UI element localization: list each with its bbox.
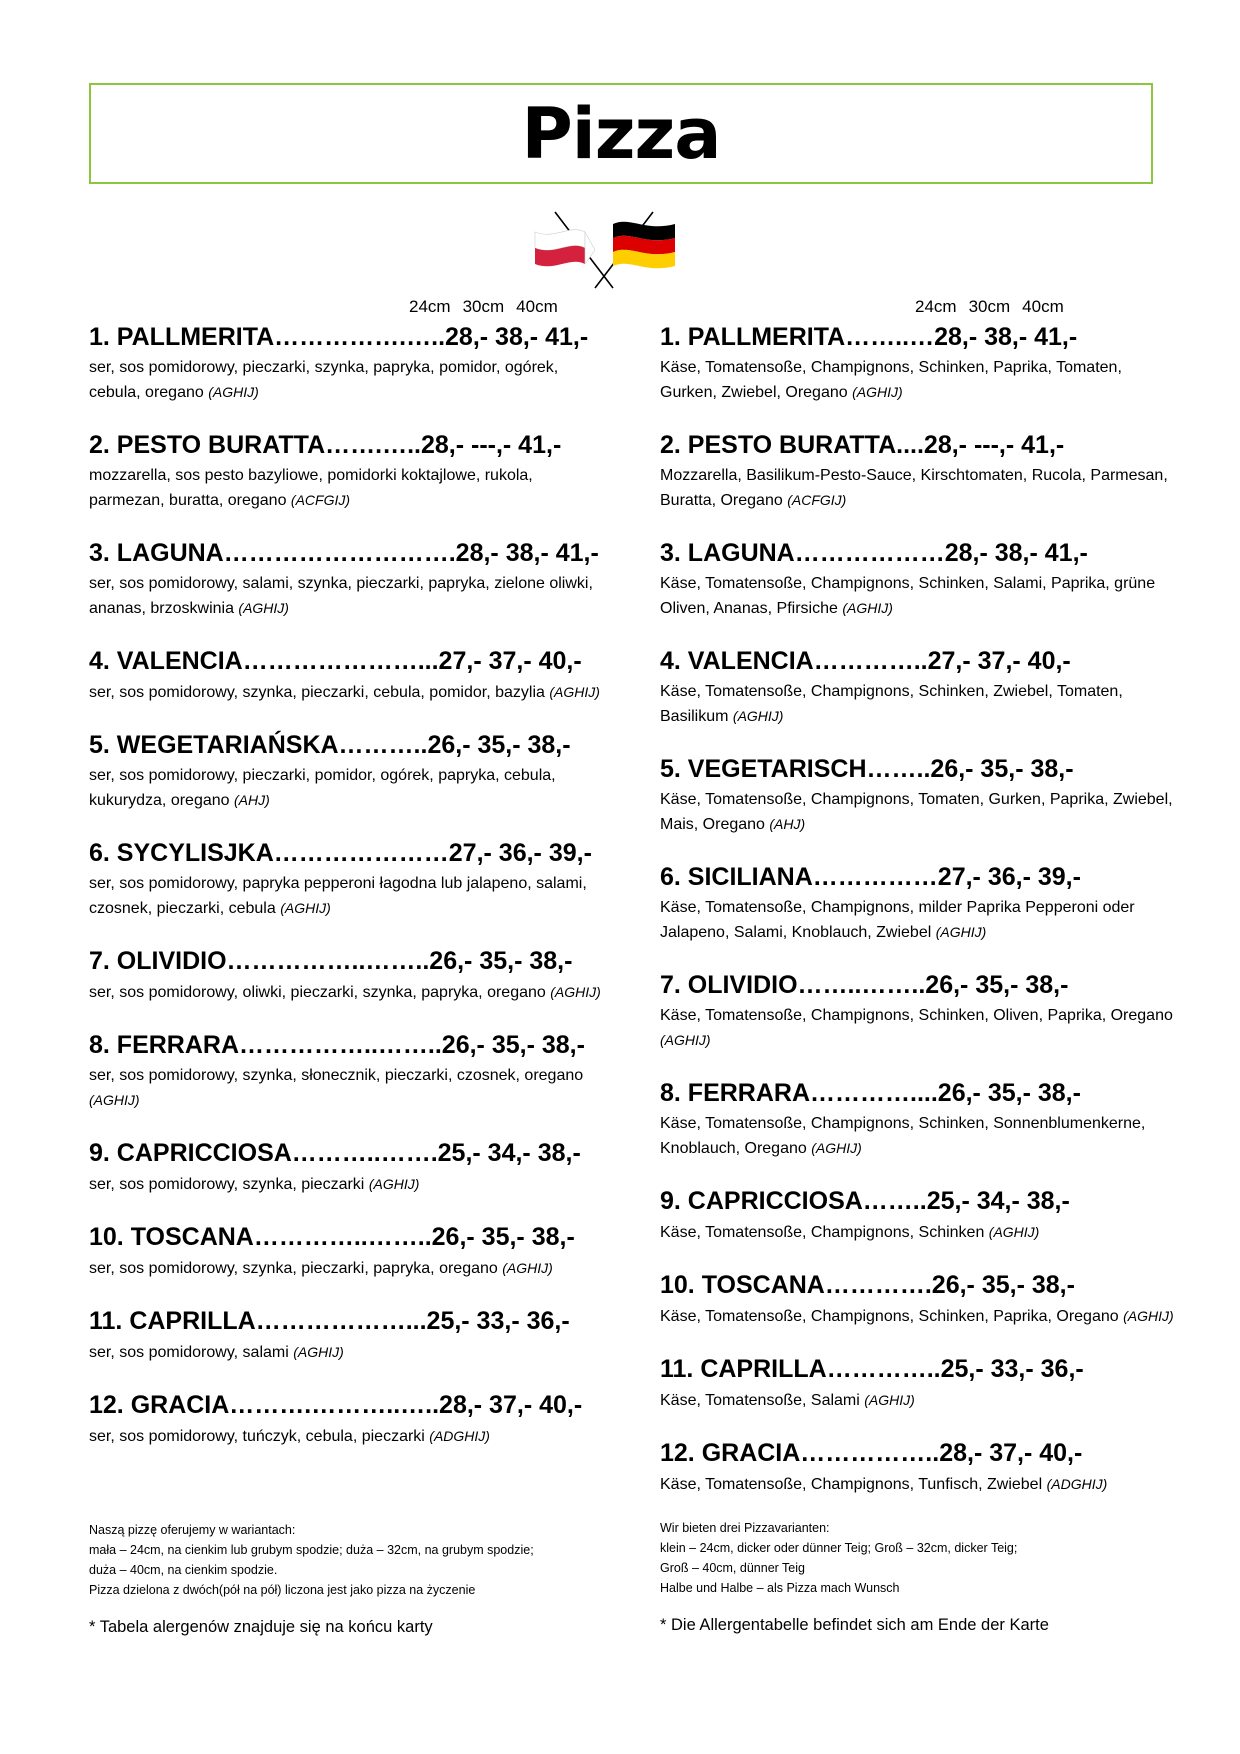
menu-item-ingredients	[660, 680, 1180, 729]
menu-item-title: 11. CAPRILLA…………..25,- 33,- 36,-	[660, 1355, 1084, 1383]
menu-item	[89, 1031, 609, 1113]
allergen-codes: (ACFGIJ)	[787, 492, 847, 508]
ingredients-text: Käse, Tomatensoße, Champignons, Schinken, Oliven, Paprika, Oregano	[660, 1007, 1173, 1024]
ingredients-text: Käse, Tomatensoße, Champignons, Schinken, Paprika, Tomaten, Gurken, Zwiebel, Oregano	[660, 359, 1122, 401]
footer-line: Groß – 40cm, dünner Teig	[660, 1561, 805, 1575]
ingredients-text: ser, sos pomidorowy, pieczarki, pomidor, ogórek, papryka, cebula, kukurydza, oregano	[89, 767, 556, 809]
footer-line: Naszą pizzę oferujemy w wariantach:	[89, 1523, 296, 1537]
menu-item	[89, 1307, 609, 1365]
menu-item-ingredients	[89, 1340, 609, 1365]
menu-item-ingredients	[660, 1220, 1180, 1245]
menu-item-ingredients	[89, 1172, 609, 1197]
menu-item	[660, 971, 1180, 1053]
footer-line: Pizza dzielona z dwóch(pół na pół) liczona jest jako pizza na życzenie	[89, 1583, 476, 1597]
menu-item-title: 7. OLIVIDIO……………..……..26,- 35,- 38,-	[89, 947, 573, 975]
size-large: 40cm	[516, 297, 558, 316]
menu-item-title: 9. CAPRICCIOSA………..…….25,- 34,- 38,-	[89, 1139, 581, 1167]
allergen-codes: (AGHIJ)	[988, 1224, 1040, 1240]
size-medium: 30cm	[462, 297, 505, 316]
menu-item-title: 5. VEGETARISCH……..26,- 35,- 38,-	[660, 755, 1074, 783]
ingredients-text: ser, sos pomidorowy, szynka, pieczarki, papryka, oregano	[89, 1260, 498, 1277]
menu-item-title: 12. GRACIA……………..28,- 37,- 40,-	[660, 1439, 1083, 1467]
menu-item-title: 7. OLIVIDIO……..……..26,- 35,- 38,-	[660, 971, 1069, 999]
menu-item-title: 9. CAPRICCIOSA……..25,- 34,- 38,-	[660, 1187, 1070, 1215]
menu-item	[660, 755, 1180, 837]
menu-item-ingredients	[89, 1256, 609, 1281]
allergen-codes: (AGHIJ)	[1123, 1308, 1174, 1324]
ingredients-text: Käse, Tomatensoße, Champignons, Tomaten, Gurken, Paprika, Zwiebel, Mais, Oregano	[660, 791, 1173, 833]
allergen-codes: (AGHIJ)	[842, 600, 893, 616]
allergen-codes: (AGHIJ)	[502, 1260, 553, 1276]
ingredients-text: ser, sos pomidorowy, szynka, pieczarki	[89, 1176, 365, 1193]
ingredients-text: Käse, Tomatensoße, Salami	[660, 1392, 860, 1409]
allergen-codes: (AHJ)	[233, 792, 270, 808]
menu-item	[660, 1439, 1180, 1497]
menu-item	[660, 539, 1180, 621]
menu-item-ingredients	[89, 764, 609, 813]
menu-item-title: 8. FERRARA…………....26,- 35,- 38,-	[660, 1079, 1081, 1107]
menu-item-ingredients	[660, 464, 1180, 513]
menu-item	[660, 1271, 1180, 1329]
menu-item-title: 8. FERRARA……………..……..26,- 35,- 38,-	[89, 1031, 585, 1059]
allergen-codes: (AHJ)	[769, 816, 806, 832]
menu-item-ingredients	[89, 1064, 609, 1113]
flags-icon	[525, 210, 685, 290]
size-small: 24cm	[915, 297, 957, 316]
menu-item-ingredients	[660, 788, 1180, 837]
ingredients-text: ser, sos pomidorowy, salami	[89, 1344, 289, 1361]
menu-item-title: 2. PESTO BURATTA....28,- ---,- 41,-	[660, 431, 1065, 459]
allergen-codes: (AGHIJ)	[293, 1344, 344, 1360]
ingredients-text: Käse, Tomatensoße, Champignons, Tunfisch, Zwiebel	[660, 1476, 1043, 1493]
menu-item-title: 1. PALLMERITA……..…28,- 38,- 41,-	[660, 323, 1078, 351]
menu-item	[660, 323, 1180, 405]
allergen-codes: (ADGHIJ)	[1046, 1476, 1108, 1492]
footer-line: Wir bieten drei Pizzavarianten:	[660, 1521, 830, 1535]
allergen-codes: (AGHIJ)	[549, 684, 600, 700]
footer-variants-german	[660, 1518, 1180, 1598]
menu-item-ingredients	[660, 1112, 1180, 1161]
menu-item-ingredients	[89, 872, 609, 921]
allergen-codes: (AGHIJ)	[852, 384, 903, 400]
menu-item	[660, 1079, 1180, 1161]
menu-item-ingredients	[660, 1304, 1180, 1329]
ingredients-text: ser, sos pomidorowy, oliwki, pieczarki, szynka, papryka, oregano	[89, 984, 546, 1001]
menu-item-title: 11. CAPRILLA………………...25,- 33,- 36,-	[89, 1307, 570, 1335]
allergen-codes: (AGHIJ)	[550, 984, 601, 1000]
size-medium: 30cm	[968, 297, 1011, 316]
ingredients-text: ser, sos pomidorowy, tuńczyk, cebula, pieczarki	[89, 1428, 425, 1445]
menu-item	[89, 1139, 609, 1197]
menu-item	[660, 863, 1180, 945]
allergen-codes: (AGHIJ)	[89, 1092, 140, 1108]
menu-item-title: 3. LAGUNA……………………….28,- 38,- 41,-	[89, 539, 599, 567]
menu-item-title: 10. TOSCANA…………..……..26,- 35,- 38,-	[89, 1223, 575, 1251]
menu-item-ingredients	[89, 572, 609, 621]
menu-item-ingredients	[89, 980, 609, 1005]
ingredients-text: Käse, Tomatensoße, Champignons, Schinken, Paprika, Oregano	[660, 1308, 1119, 1325]
menu-item-title: 6. SICILIANA……………27,- 36,- 39,-	[660, 863, 1081, 891]
ingredients-text: mozzarella, sos pesto bazyliowe, pomidorki koktajlowe, rukola, parmezan, buratta, oregano	[89, 467, 533, 509]
allergen-codes: (AGHIJ)	[732, 708, 784, 724]
menu-item-title: 5. WEGETARIAŃSKA………..26,- 35,- 38,-	[89, 731, 571, 759]
menu-item-title: 12. GRACIA……….………..…..28,- 37,- 40,-	[89, 1391, 583, 1419]
menu-item-ingredients	[660, 356, 1180, 405]
allergen-codes: (AGHIJ)	[238, 600, 289, 616]
allergen-codes: (ACFGIJ)	[290, 492, 351, 508]
size-header	[89, 297, 609, 317]
allergen-codes: (AGHIJ)	[864, 1392, 915, 1408]
allergen-codes: (AGHIJ)	[208, 384, 259, 400]
menu-item-ingredients	[660, 1004, 1180, 1053]
menu-column-polish	[89, 297, 609, 1475]
allergen-note-german: * Die Allergentabelle befindet sich am Ende der Karte	[660, 1616, 1049, 1634]
ingredients-text: Käse, Tomatensoße, Champignons, Schinken, Sonnenblumenkerne, Knoblauch, Oregano	[660, 1115, 1146, 1157]
page-title: Pizza	[521, 92, 721, 175]
ingredients-text: Mozzarella, Basilikum-Pesto-Sauce, Kirschtomaten, Rucola, Parmesan, Buratta, Oregano	[660, 467, 1168, 509]
ingredients-text: Käse, Tomatensoße, Champignons, Schinken, Salami, Paprika, grüne Oliven, Ananas, Pfirsiche	[660, 575, 1156, 617]
menu-item-title: 2. PESTO BURATTA…….…..28,- ---,- 41,-	[89, 431, 562, 459]
ingredients-text: ser, sos pomidorowy, szynka, pieczarki, cebula, pomidor, bazylia	[89, 684, 545, 701]
title-box	[89, 83, 1153, 184]
menu-item	[660, 1355, 1180, 1413]
menu-item-ingredients	[660, 896, 1180, 945]
menu-item	[89, 1223, 609, 1281]
allergen-codes: (ADGHIJ)	[429, 1428, 490, 1444]
menu-item-title: 3. LAGUNA………………28,- 38,- 41,-	[660, 539, 1088, 567]
menu-item	[89, 839, 609, 921]
menu-item-ingredients	[660, 572, 1180, 621]
footer-line: duża – 40cm, na cienkim spodzie.	[89, 1563, 278, 1577]
menu-item	[660, 647, 1180, 729]
ingredients-text: Käse, Tomatensoße, Champignons, Schinken	[660, 1224, 985, 1241]
polish-flag-icon	[535, 212, 613, 288]
menu-item-title: 6. SYCYLISJKA…………………27,- 36,- 39,-	[89, 839, 592, 867]
ingredients-text: Käse, Tomatensoße, Champignons, Schinken, Zwiebel, Tomaten, Basilikum	[660, 683, 1123, 725]
allergen-note-polish: * Tabela alergenów znajduje się na końcu karty	[89, 1618, 433, 1636]
menu-item	[660, 431, 1180, 513]
footer-line: mała – 24cm, na cienkim lub grubym spodzie; duża – 32cm, na grubym spodzie;	[89, 1543, 534, 1557]
menu-item-ingredients	[660, 1472, 1180, 1497]
menu-item	[89, 731, 609, 813]
menu-item-title: 4. VALENCIA…………………...27,- 37,- 40,-	[89, 647, 582, 675]
menu-item-ingredients	[660, 1388, 1180, 1413]
allergen-codes: (AGHIJ)	[368, 1176, 420, 1192]
allergen-codes: (AGHIJ)	[280, 900, 331, 916]
menu-item-ingredients	[89, 356, 609, 405]
menu-item	[89, 539, 609, 621]
footer-variants-polish	[89, 1520, 609, 1600]
footer-line: klein – 24cm, dicker oder dünner Teig; Groß – 32cm, dicker Teig;	[660, 1541, 1018, 1555]
ingredients-text: ser, sos pomidorowy, szynka, słonecznik, pieczarki, czosnek, oregano	[89, 1067, 584, 1084]
menu-item-ingredients	[89, 1424, 609, 1449]
menu-item-title: 4. VALENCIA…………..27,- 37,- 40,-	[660, 647, 1071, 675]
menu-item-title: 10. TOSCANA………….26,- 35,- 38,-	[660, 1271, 1075, 1299]
ingredients-text: Käse, Tomatensoße, Champignons, milder Paprika Pepperoni oder Jalapeno, Salami, Knoblauch, Zwiebel	[660, 899, 1135, 941]
allergen-codes: (AGHIJ)	[811, 1140, 862, 1156]
size-large: 40cm	[1022, 297, 1064, 316]
footer-line: Halbe und Halbe – als Pizza mach Wunsch	[660, 1581, 900, 1595]
ingredients-text: ser, sos pomidorowy, papryka pepperoni łagodna lub jalapeno, salami, czosnek, pieczarki, cebula	[89, 875, 587, 917]
size-header	[660, 297, 1180, 317]
menu-item	[89, 1391, 609, 1449]
allergen-codes: (AGHIJ)	[935, 924, 987, 940]
menu-item-title: 1. PALLMERITA…………….…..28,- 38,- 41,-	[89, 323, 589, 351]
menu-item	[660, 1187, 1180, 1245]
menu-item-ingredients	[89, 464, 609, 513]
german-flag-icon	[595, 212, 675, 288]
menu-column-german	[660, 297, 1180, 1523]
menu-item	[89, 323, 609, 405]
menu-item	[89, 647, 609, 705]
allergen-codes: (AGHIJ)	[660, 1032, 711, 1048]
menu-item	[89, 947, 609, 1005]
ingredients-text: ser, sos pomidorowy, salami, szynka, pieczarki, papryka, zielone oliwki, ananas, brzoskwinia	[89, 575, 593, 617]
menu-item	[89, 431, 609, 513]
ingredients-text: ser, sos pomidorowy, pieczarki, szynka, papryka, pomidor, ogórek, cebula, oregano	[89, 359, 559, 401]
size-small: 24cm	[409, 297, 451, 316]
menu-item-ingredients	[89, 680, 609, 705]
